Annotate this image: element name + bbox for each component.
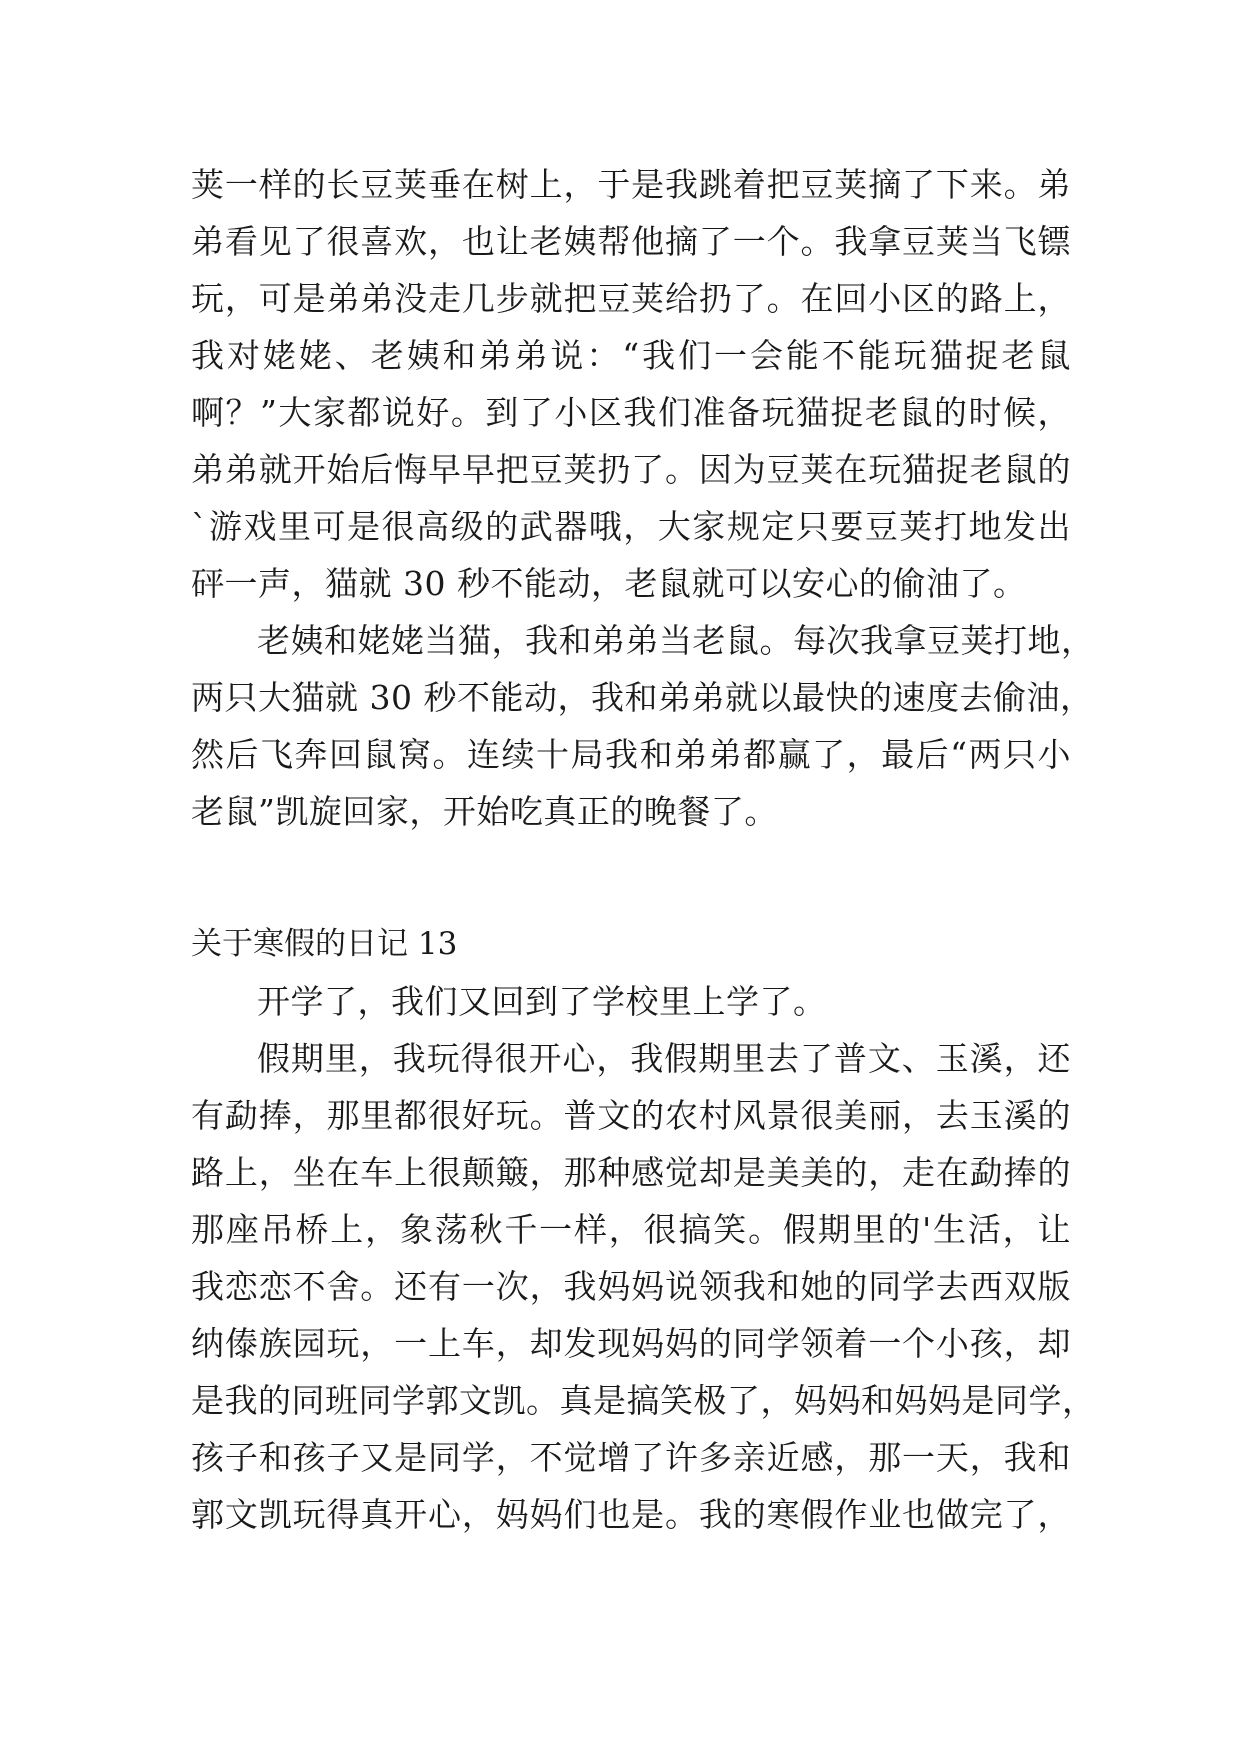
paragraph [191, 156, 1071, 612]
text-line: 那座吊桥上，象荡秋千一样，很搞笑。假期里的'生活，让 [191, 1210, 1071, 1249]
paragraph [191, 612, 1095, 840]
text-line: 郭文凯玩得真开心，妈妈们也是。我的寒假作业也做完了， [191, 1495, 1071, 1534]
text-line: 是我的同班同学郭文凯。真是搞笑极了，妈妈和妈妈是同学， [191, 1381, 1096, 1420]
text-line: 老姨和姥姥当猫，我和弟弟当老鼠。每次我拿豆荚打地， [257, 621, 1095, 660]
text-line: 弟弟就开始后悔早早把豆荚扔了。因为豆荚在玩猫捉老鼠的 [191, 450, 1071, 489]
section-gap [191, 840, 1071, 916]
text-line: 我恋恋不舍。还有一次，我妈妈说领我和她的同学去西双版 [191, 1267, 1071, 1306]
text-line: 纳傣族园玩，一上车，却发现妈妈的同学领着一个小孩，却 [191, 1324, 1071, 1363]
text-line: 玩，可是弟弟没走几步就把豆荚给扔了。在回小区的路上， [191, 279, 1071, 318]
section-heading: 关于寒假的日记 13 [191, 926, 458, 962]
text-line: `游戏里可是很高级的武器哦，大家规定只要豆荚打地发出 [191, 507, 1071, 546]
text-line: 然后飞奔回鼠窝。连续十局我和弟弟都赢了，最后“两只小 [191, 735, 1071, 774]
text-line: 路上，坐在车上很颠簸，那种感觉却是美美的，走在勐捧的 [191, 1153, 1071, 1192]
paragraph [191, 1030, 1096, 1543]
document-page [191, 156, 1096, 1543]
text-line: 孩子和孩子又是同学，不觉增了许多亲近感，那一天，我和 [191, 1438, 1071, 1477]
text-line: 有勐捧，那里都很好玩。普文的农村风景很美丽，去玉溪的 [191, 1096, 1071, 1135]
text-line: 弟看见了很喜欢，也让老姨帮他摘了一个。我拿豆荚当飞镖 [191, 222, 1071, 261]
text-line: 荚一样的长豆荚垂在树上，于是我跳着把豆荚摘了下来。弟 [191, 165, 1071, 204]
text-line: 老鼠”凯旋回家，开始吃真正的晚餐了。 [191, 792, 778, 831]
text-line: 我对姥姥、老姨和弟弟说：“我们一会能不能玩猫捉老鼠 [191, 336, 1071, 375]
text-line: 啊？”大家都说好。到了小区我们准备玩猫捉老鼠的时候， [191, 393, 1071, 432]
paragraph [191, 973, 1071, 1030]
text-line: 两只大猫就 30 秒不能动，我和弟弟就以最快的速度去偷油， [191, 678, 1094, 717]
text-line: 假期里，我玩得很开心，我假期里去了普文、玉溪，还 [257, 1039, 1071, 1078]
text-line: 砰一声，猫就 30 秒不能动，老鼠就可以安心的偷油了。 [191, 564, 1027, 603]
text-line: 开学了，我们又回到了学校里上学了。 [257, 982, 827, 1021]
